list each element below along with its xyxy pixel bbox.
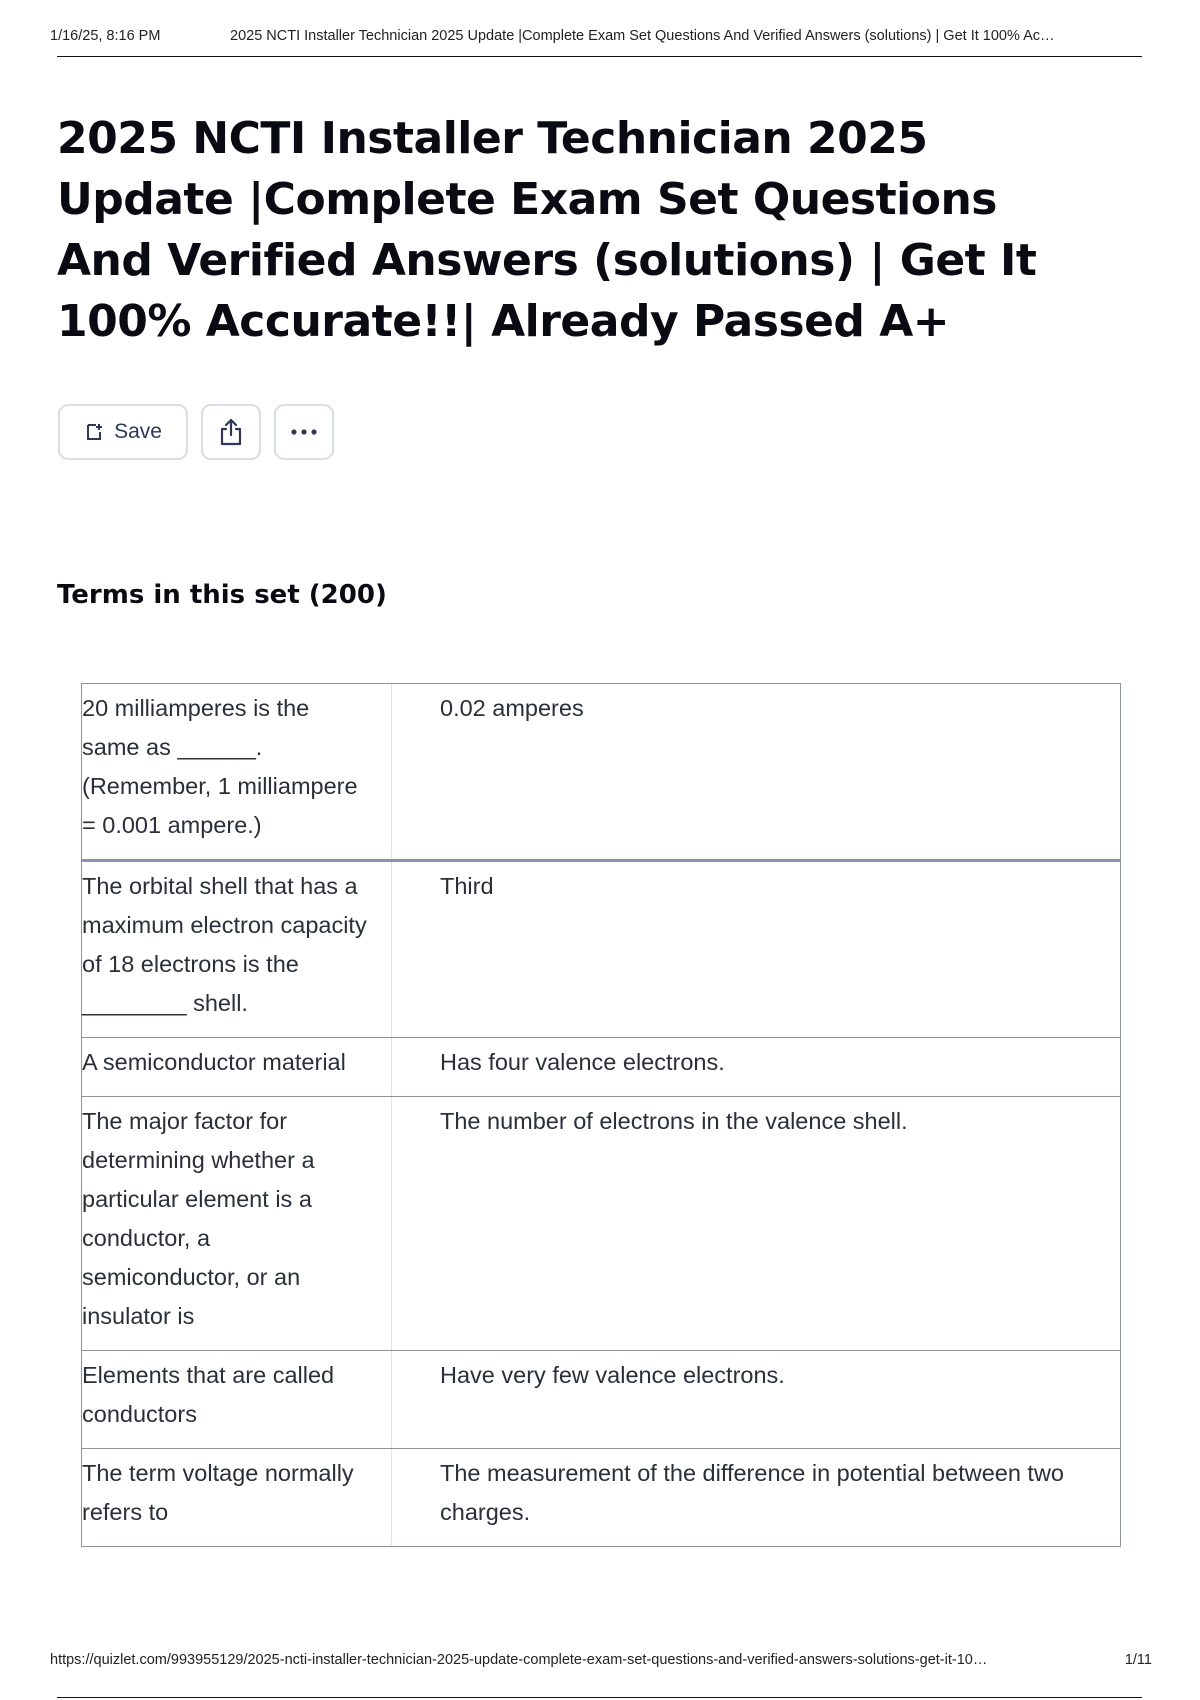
term-text: Elements that are called conductors (82, 1351, 392, 1448)
definition-text: The number of electrons in the valence shell. (440, 1108, 908, 1134)
term-text: 20 milliamperes is the same as ______. (Remember, 1 milliampere = 0.001 ampere.) (82, 684, 392, 859)
term-row[interactable] (82, 1037, 1120, 1096)
term-row[interactable] (82, 1096, 1120, 1350)
print-footer (50, 1652, 1152, 1668)
term-row[interactable] (82, 1350, 1120, 1448)
term-row[interactable] (82, 859, 1120, 1037)
header-divider (57, 56, 1142, 57)
save-icon (84, 422, 104, 442)
print-url: https://quizlet.com/993955129/2025-ncti-installer-technician-2025-update-complete-exam-set-questions-and-verified-answers-solutions-get-it-10… (50, 1652, 988, 1668)
more-icon (290, 428, 318, 436)
share-button[interactable] (201, 404, 261, 460)
term-text: A semiconductor material (82, 1038, 392, 1096)
term-text: The orbital shell that has a maximum electron capacity of 18 electrons is the ________ shell. (82, 862, 392, 1037)
term-row[interactable] (82, 1448, 1120, 1546)
save-button[interactable] (58, 404, 188, 460)
save-button-label: Save (114, 420, 162, 443)
definition-text: Has four valence electrons. (440, 1049, 725, 1075)
print-datetime: 1/16/25, 8:16 PM (50, 28, 161, 44)
term-text: The term voltage normally refers to (82, 1449, 392, 1546)
page-number: 1/11 (1124, 1652, 1152, 1668)
definition-text: The measurement of the difference in potential between two charges. (440, 1460, 1065, 1525)
terms-heading: Terms in this set (200) (57, 580, 387, 610)
page-title: 2025 NCTI Installer Technician 2025 Update |Complete Exam Set Questions And Verified Answers (solutions) | Get It 100% Accurate!!| Already Passed A+ (57, 113, 1037, 347)
set-toolbar (58, 404, 334, 460)
definition-text: Have very few valence electrons. (440, 1362, 785, 1388)
definition-text: Third (440, 873, 494, 899)
print-doc-title: 2025 NCTI Installer Technician 2025 Update |Complete Exam Set Questions And Verified Answers (solutions) | Get It 100% Ac… (230, 28, 1055, 44)
share-icon (217, 417, 245, 447)
term-row[interactable] (82, 684, 1120, 859)
definition-text: 0.02 amperes (440, 695, 584, 721)
term-text: The major factor for determining whether a particular element is a conductor, a semiconductor, or an insulator is (82, 1097, 392, 1350)
footer-divider (57, 1697, 1142, 1698)
print-header (50, 28, 1150, 44)
terms-table (81, 683, 1121, 1547)
more-options-button[interactable] (274, 404, 334, 460)
